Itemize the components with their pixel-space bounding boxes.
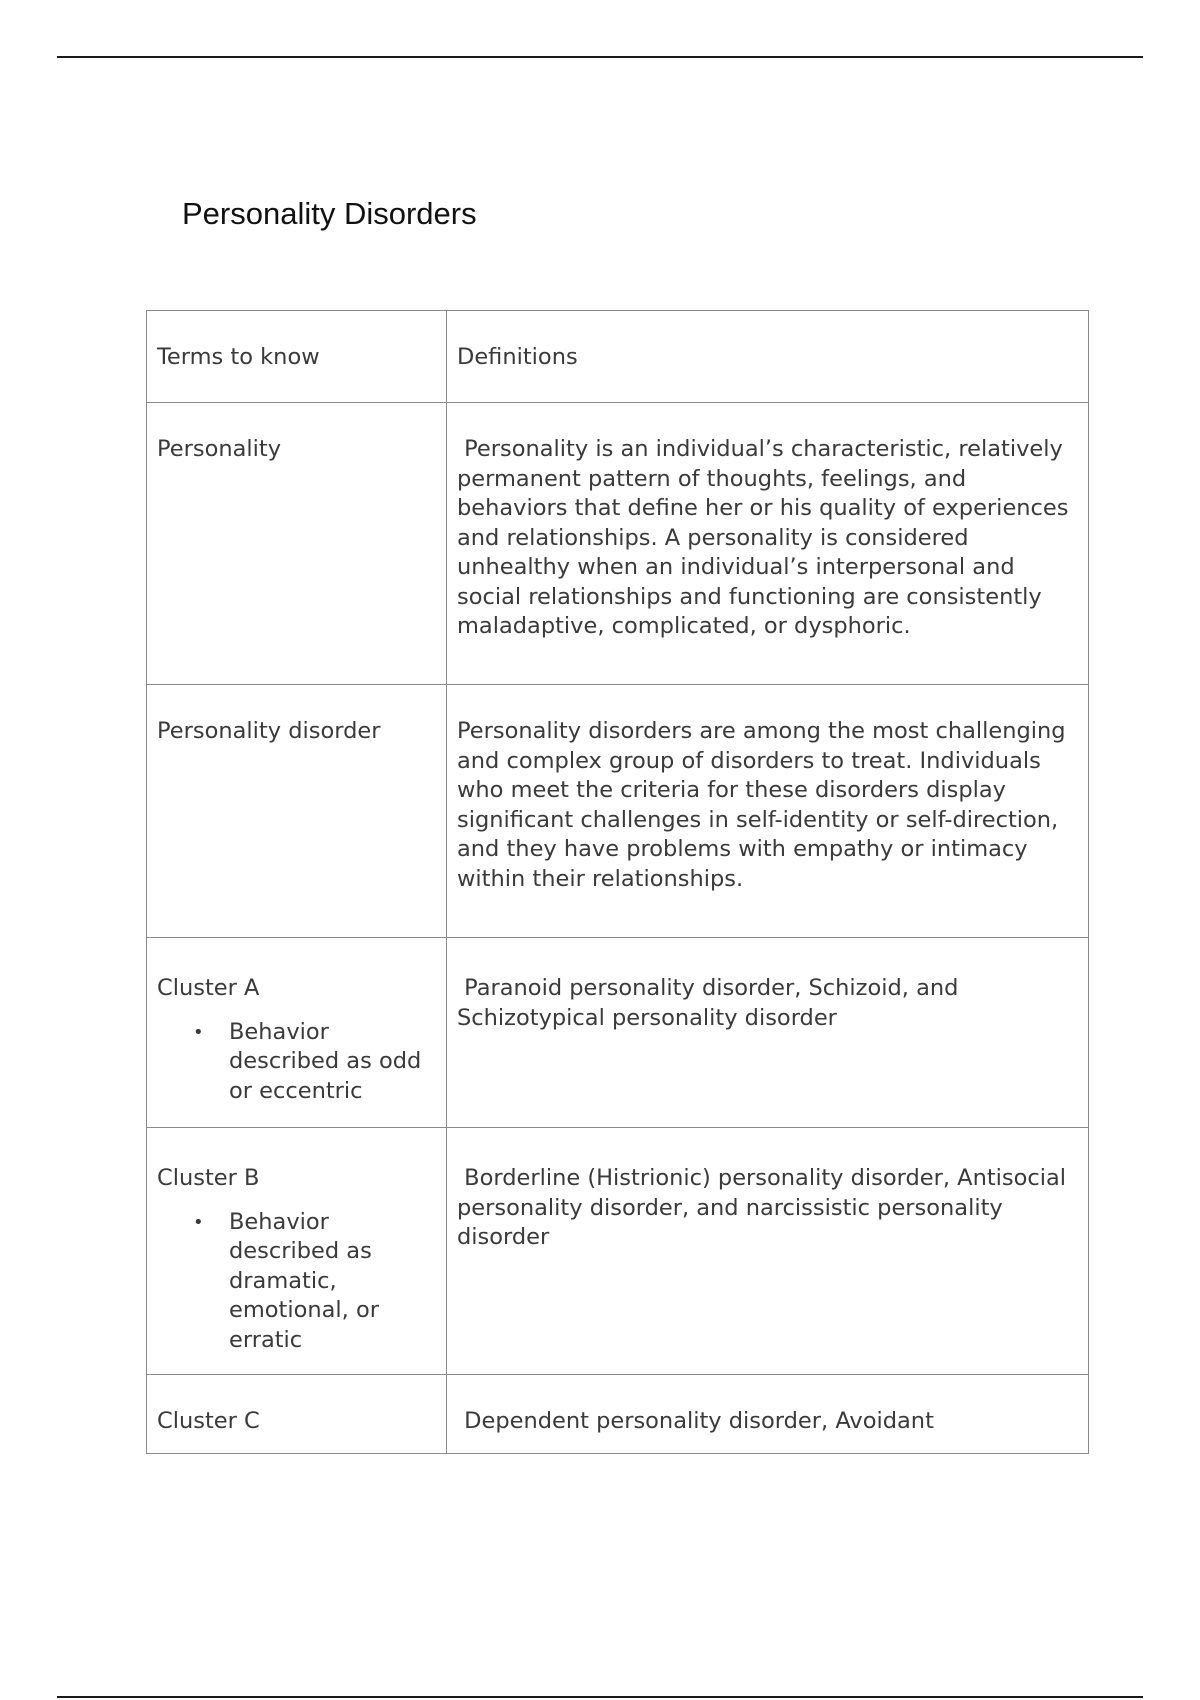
definition-cell: Personality disorders are among the most challenging and complex group of disorders to treat. Individuals who meet the criteria for these disorders display significant challenges in self-identity or self-direction, and they have problems with empathy or intimacy within their relationships. xyxy=(447,685,1089,938)
table-row xyxy=(147,685,1089,938)
cluster-bullet-list xyxy=(157,1208,436,1356)
definition-cell: Personality is an individual’s characteristic, relatively permanent pattern of thoughts, feelings, and behaviors that define her or his quality of experiences and relationships. A personality is considered unhealthy when an individual’s interpersonal and social relationships and functioning are consistently maladaptive, complicated, or dysphoric. xyxy=(447,403,1089,685)
term-cell: Cluster C xyxy=(147,1375,447,1454)
table-row xyxy=(147,1128,1089,1375)
definition-cell: Paranoid personality disorder, Schizoid, and Schizotypical personality disorder xyxy=(447,938,1089,1128)
page-top-rule xyxy=(57,56,1143,58)
table-row xyxy=(147,1375,1089,1454)
cluster-label: Cluster A xyxy=(157,975,260,1001)
definition-cell: Borderline (Histrionic) personality disorder, Antisocial personality disorder, and narcissistic personality disorder xyxy=(447,1128,1089,1375)
cluster-bullet-item: • Behavior described as odd or eccentric xyxy=(229,1018,436,1107)
page-bottom-rule xyxy=(57,1696,1143,1698)
table-row xyxy=(147,403,1089,685)
cluster-bullet-list xyxy=(157,1018,436,1107)
page-title: Personality Disorders xyxy=(182,196,477,231)
terms-table xyxy=(146,310,1089,1454)
term-cell: Personality disorder xyxy=(147,685,447,938)
table-header-row xyxy=(147,311,1089,403)
cluster-bullet-item: • Behavior described as dramatic, emotional, or erratic xyxy=(229,1208,396,1356)
definition-cell: Dependent personality disorder, Avoidant xyxy=(447,1375,1089,1454)
term-cell xyxy=(147,1128,447,1375)
cluster-label: Cluster B xyxy=(157,1165,260,1191)
term-cell xyxy=(147,938,447,1128)
header-terms-cell: Terms to know xyxy=(147,311,447,403)
header-definitions-cell: Definitions xyxy=(447,311,1089,403)
table-row xyxy=(147,938,1089,1128)
term-cell: Personality xyxy=(147,403,447,685)
